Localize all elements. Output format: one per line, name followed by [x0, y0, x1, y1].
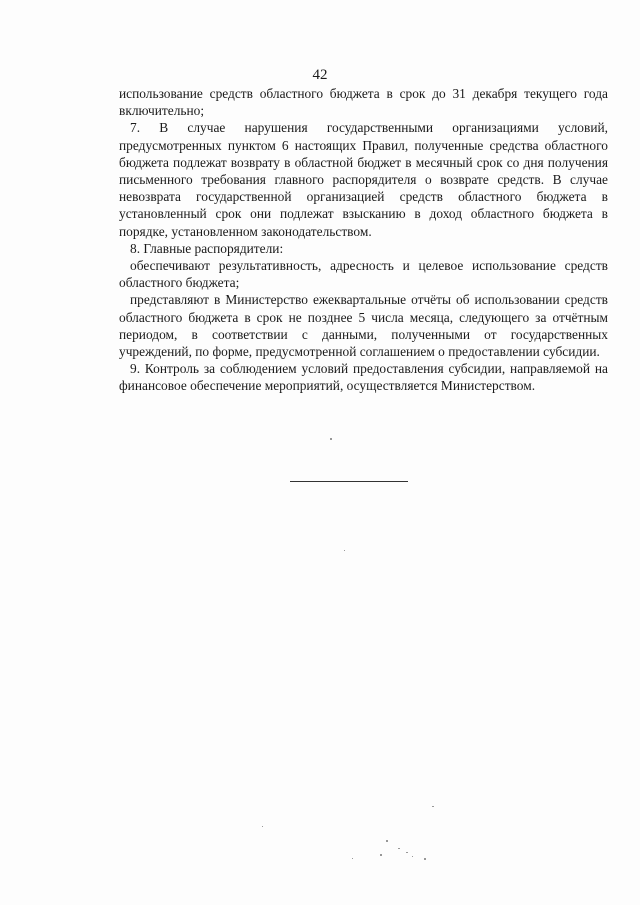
scan-speck [398, 848, 400, 849]
page-number: 42 [312, 67, 328, 83]
scan-speck [330, 438, 332, 440]
paragraph-continuation: использование средств областного бюджета в срок до 31 декабря текущего года включительно; [119, 86, 608, 119]
scan-speck [406, 852, 408, 853]
scan-speck [352, 858, 353, 859]
paragraph-clause-9: 9. Контроль за соблюдением условий предоставления субсидии, направляемой на финансовое обеспечение мероприятий, осуществляется Министерством. [119, 361, 608, 394]
paragraph-clause-8-heading: 8. Главные распорядители: [130, 240, 284, 256]
end-separator-line [290, 481, 408, 482]
scan-speck [424, 858, 426, 860]
paragraph-clause-7: 7. В случае нарушения государственными организациями условий, предусмотренных пунктом 6 настоящих Правил, полученные средства областного бюджета подлежат возврату в областной бюджет в месячный срок со дня получения письменного требования главного распорядителя о возврате средств. В случае невозврата государственной организацией средств областного бюджета в установленный срок они подлежат взысканию в доход областного бюджета в порядке, установленном законодательством. [119, 120, 608, 239]
paragraph-clause-8-item-2: представляют в Министерство ежеквартальные отчёты об использовании средств областного бюджета в срок не позднее 5 числа месяца, следующего за отчётным периодом, в соответствии с данными, полученными от государственных учреждений, по форме, предусмотренной соглашением о предоставлении субсидии. [119, 292, 608, 360]
scan-speck [344, 550, 345, 551]
scan-speck [432, 806, 434, 807]
scan-speck [386, 840, 388, 842]
scan-speck [412, 856, 413, 857]
scan-speck [380, 854, 382, 856]
paragraph-clause-8-item-1: обеспечивают результативность, адресность и целевое использование средств областного бюджета; [119, 258, 608, 291]
scan-speck [262, 826, 263, 827]
document-body [119, 85, 608, 395]
